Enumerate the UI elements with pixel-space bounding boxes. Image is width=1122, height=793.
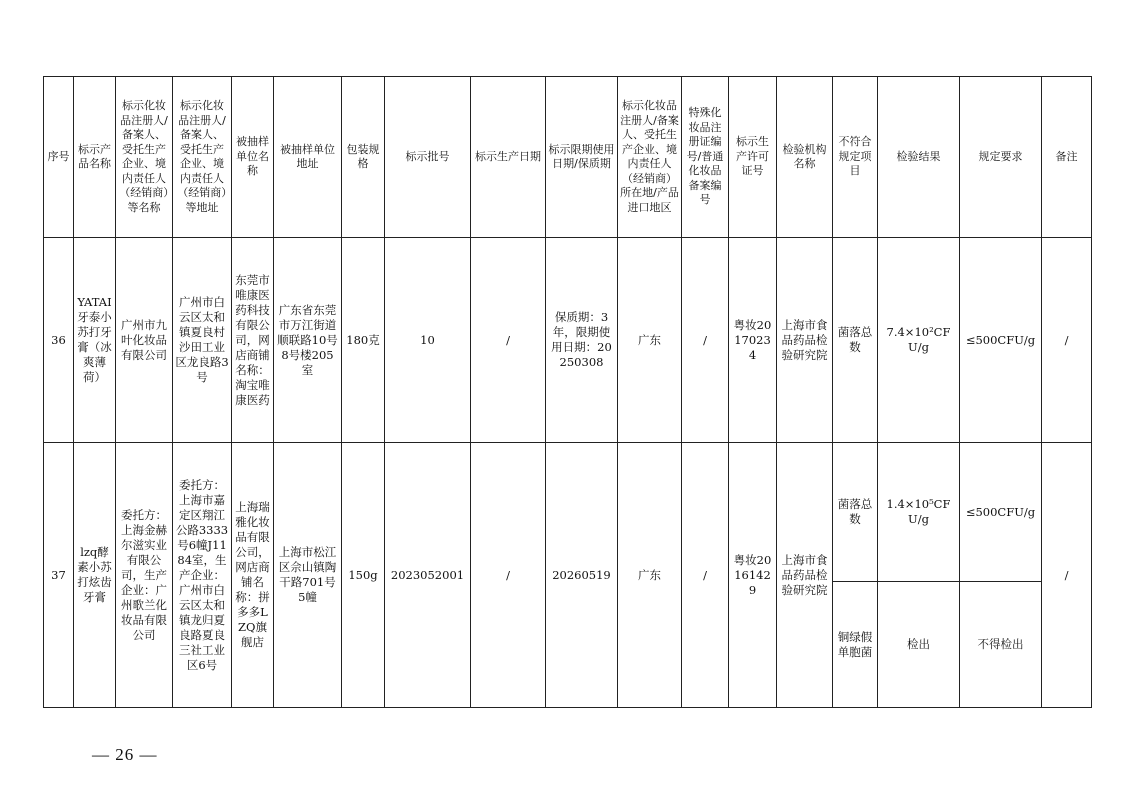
header-result: 检验结果 xyxy=(878,77,960,238)
cell-sampled-unit: 上海瑞雅化妆品有限公司，网店商铺名称：拼多多LZQ旗舰店 xyxy=(232,443,274,708)
cell-lab: 上海市食品药品检验研究院 xyxy=(777,238,833,443)
cell-sampled-address: 广东省东莞市万江街道顺联路10号8号楼205室 xyxy=(274,238,342,443)
cell-lab: 上海市食品药品检验研究院 xyxy=(777,443,833,708)
header-batch: 标示批号 xyxy=(385,77,471,238)
cell-note: / xyxy=(1042,443,1092,708)
cell-special-registration: / xyxy=(682,443,729,708)
header-seq: 序号 xyxy=(44,77,74,238)
table-row xyxy=(44,238,1092,443)
cell-origin: 广东 xyxy=(618,443,682,708)
cell-license: 粤妆20170234 xyxy=(729,238,777,443)
cell-seq: 37 xyxy=(44,443,74,708)
cell-requirement: ≤500CFU/g xyxy=(960,443,1042,582)
cell-sampled-address: 上海市松江区佘山镇陶干路701号5幢 xyxy=(274,443,342,708)
cell-registrant: 广州市九叶化妆品有限公司 xyxy=(116,238,173,443)
cell-failed-item: 菌落总数 xyxy=(833,238,878,443)
cell-failed-item: 铜绿假单胞菌 xyxy=(833,582,878,708)
header-product: 标示产品名称 xyxy=(74,77,116,238)
cell-failed-item: 菌落总数 xyxy=(833,443,878,582)
header-expiry: 标示限期使用日期/保质期 xyxy=(546,77,618,238)
cell-seq: 36 xyxy=(44,238,74,443)
cell-package: 180克 xyxy=(342,238,385,443)
cell-package: 150g xyxy=(342,443,385,708)
header-note: 备注 xyxy=(1042,77,1092,238)
table-row xyxy=(44,443,1092,582)
header-requirement: 规定要求 xyxy=(960,77,1042,238)
header-production-date: 标示生产日期 xyxy=(471,77,546,238)
cell-requirement: 不得检出 xyxy=(960,582,1042,708)
inspection-results-table xyxy=(43,76,1092,708)
cell-expiry: 保质期：3年，限期使用日期：20250308 xyxy=(546,238,618,443)
page-number: — 26 — xyxy=(92,745,158,764)
cell-registrant: 委托方：上海金赫尔滋实业有限公司，生产企业：广州歌兰化妆品有限公司 xyxy=(116,443,173,708)
cell-origin: 广东 xyxy=(618,238,682,443)
header-failed-item: 不符合规定项目 xyxy=(833,77,878,238)
header-package: 包装规格 xyxy=(342,77,385,238)
cell-production-date: / xyxy=(471,443,546,708)
header-sampled-address: 被抽样单位地址 xyxy=(274,77,342,238)
cell-note: / xyxy=(1042,238,1092,443)
cell-batch: 2023052001 xyxy=(385,443,471,708)
cell-license: 粤妆20161429 xyxy=(729,443,777,708)
cell-result: 1.4×10⁵CFU/g xyxy=(878,443,960,582)
cell-special-registration: / xyxy=(682,238,729,443)
cell-production-date: / xyxy=(471,238,546,443)
header-sampled-unit: 被抽样单位名称 xyxy=(232,77,274,238)
cell-expiry: 20260519 xyxy=(546,443,618,708)
cell-product: YATAI牙泰小苏打牙膏（冰爽薄荷） xyxy=(74,238,116,443)
header-registrant: 标示化妆品注册人/备案人、受托生产企业、境内责任人（经销商）等名称 xyxy=(116,77,173,238)
header-special-registration: 特殊化妆品注册证编号/普通化妆品备案编号 xyxy=(682,77,729,238)
cell-result: 检出 xyxy=(878,582,960,708)
cell-result: 7.4×10²CFU/g xyxy=(878,238,960,443)
header-lab: 检验机构名称 xyxy=(777,77,833,238)
cell-batch: 10 xyxy=(385,238,471,443)
cell-requirement: ≤500CFU/g xyxy=(960,238,1042,443)
header-registrant-address: 标示化妆品注册人/备案人、受托生产企业、境内责任人（经销商）等地址 xyxy=(173,77,232,238)
cell-sampled-unit: 东莞市唯康医药科技有限公司，网店商铺名称：淘宝唯康医药 xyxy=(232,238,274,443)
header-row xyxy=(44,77,1092,238)
header-origin: 标示化妆品注册人/备案人、受托生产企业、境内责任人（经销商）所在地/产品进口地区 xyxy=(618,77,682,238)
cell-product: lzq酵素小苏打炫齿牙膏 xyxy=(74,443,116,708)
cell-registrant-address: 委托方：上海市嘉定区翔江公路3333号6幢J1184室，生产企业：广州市白云区太和镇龙归夏良路夏良三社工业区6号 xyxy=(173,443,232,708)
header-license: 标示生产许可证号 xyxy=(729,77,777,238)
cell-registrant-address: 广州市白云区太和镇夏良村沙田工业区龙良路3号 xyxy=(173,238,232,443)
